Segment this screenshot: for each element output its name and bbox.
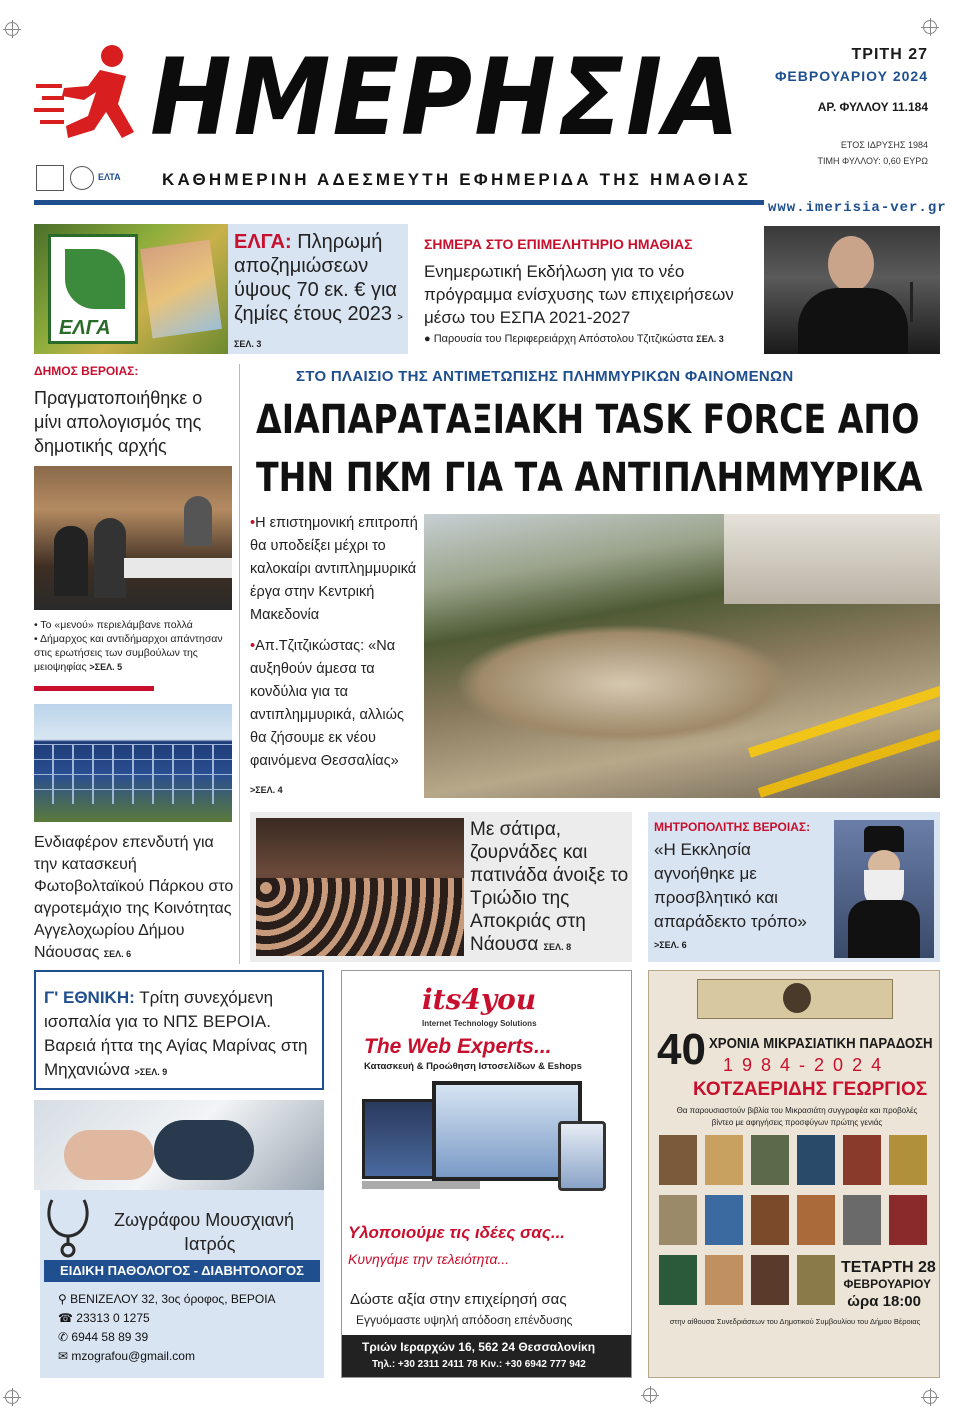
football-label: Γ' ΕΘΝΙΚΗ: [44,988,135,1007]
book-cover [889,1135,927,1185]
yellow-railing [758,720,940,797]
elga-image-logo [48,234,138,344]
doctor-role: Ιατρός [184,1234,236,1254]
leaf-icon [65,249,125,309]
event-years: 1 9 8 4 - 2 0 2 4 [723,1055,884,1075]
veria-bullet-1: • Το «μενού» περιελάμβανε πολλά [34,619,193,631]
masthead-rule [34,200,764,205]
metropolitan-label: ΜΗΤΡΟΠΟΛΙΤΗΣ ΒΕΡΟΙΑΣ: [654,820,811,834]
book-cover [751,1135,789,1185]
its4you-line-4: Εγγυόμαστε υψηλή απόδοση επένδυσης [356,1313,573,1327]
book-cover [797,1135,835,1185]
chamber-note: Παρουσία του Περιφερειάρχη Απόστολου Τζιτζικώστα [433,333,694,345]
doctor-mobile[interactable]: ✆ 6944 58 89 39 [58,1330,149,1344]
its4you-line-1: Υλοποιούμε τις ιδέες σας... [348,1223,566,1242]
its4you-ad[interactable] [341,970,632,1378]
metropolitan-photo [834,820,934,958]
its4you-line-3: Δώστε αξία στην επιχείρησή σας [350,1291,567,1308]
elga-image [34,224,228,354]
solar-text[interactable]: Ενδιαφέρον επενδυτή για την κατασκευή Φωτοβολταϊκού Πάρκου στο αγροτεμάχιο της Κοινότητας Αγγελοχωρίου Δήμου Νάουσας [34,834,234,961]
desk [124,558,232,578]
book-cover [751,1255,789,1305]
doctor-specialty: ΕΙΔΙΚΗ ΠΑΘΟΛΟΓΟΣ - ΔΙΑΒΗΤΟΛΟΓΟΣ [44,1260,320,1282]
postal-permit-logo [36,165,64,191]
event-person: ΚΟΤΖΑΕΡΙΔΗΣ ΓΕΩΡΓΙΟΣ [693,1079,928,1100]
solar-page-ref[interactable]: ΣΕΛ. 6 [103,949,132,959]
veria-page-ref[interactable]: >ΣΕΛ. 5 [89,662,123,672]
event-title: ΧΡΟΝΙΑ ΜΙΚΡΑΣΙΑΤΙΚΗ ΠΑΡΑΔΟΣΗ [709,1035,933,1052]
doctor-address: ⚲ ΒΕΝΙΖΕΛΟΥ 32, 3ος όροφος, ΒΕΡΟΙΑ [58,1292,276,1306]
book-cover [659,1195,697,1245]
phone-icon: ☎ [58,1311,73,1325]
metropolitan-story[interactable] [648,812,940,962]
doctor-email[interactable]: ✉ mzografou@gmail.com [58,1349,195,1363]
lead-headline-line-1[interactable]: ΔΙΑΠΑΡΑΤΑΞΙΑΚΗ TASK FORCE ΑΠΟ [256,397,920,443]
seal-icon [70,166,94,190]
veria-bullet-2: • Δήμαρχος και αντιδήμαρχοι απάντησαν στις ερωτήσεις των συμβούλων της μειοψηφίας >ΣΕΛ. 5 [34,633,223,673]
solar-panels-photo [34,704,232,822]
metropolitan-page-ref[interactable]: >ΣΕΛ. 6 [654,940,687,950]
stethoscope-icon [42,1196,94,1258]
lead-bullet-2: •Απ.Τζιτζικώστας: «Να αυξηθούν άμεσα τα κονδύλια για τα αντιπλημμυρικά, αλλιώς θα ζήσουμε εκ νέου φαινόμενα Θεσσαλίας» [250,638,404,769]
column-rule [239,364,240,964]
its4you-phones[interactable]: Τηλ.: +30 2311 2411 78 Κιν.: +30 6942 777 942 [372,1359,586,1370]
event-day: ΤΕΤΑΡΤΗ 28 [841,1259,936,1276]
runner-logo-icon [34,42,144,157]
elga-image-logo-text: ΕΛΓΑ [59,317,111,339]
naousa-story[interactable] [250,812,632,962]
microphone-icon [910,282,913,322]
elta-logo: ΕΛΤΑ [98,172,121,182]
blood-pressure-photo [34,1100,324,1190]
book-cover [705,1135,743,1185]
football-text: Τρίτη συνεχόμενη ισοπαλία για το ΝΠΣ ΒΕΡΟΙΑ. Βαρειά ήττα της Αγίας Μαρίνας στη Μηχανιώνα [44,988,308,1079]
its4you-address: Τριών Ιεραρχών 16, 562 24 Θεσσαλονίκη [362,1340,596,1354]
event-ad[interactable] [648,970,940,1378]
issue-price: ΤΙΜΗ ΦΥΛΛΟΥ: 0,60 ΕΥΡΩ [817,156,928,166]
clergy-hat [864,826,904,852]
person-figure [54,526,88,596]
book-cover [843,1135,881,1185]
registration-mark-icon [5,1390,19,1404]
event-description: Θα παρουσιαστούν βιβλία του Μικρασιάτη συγγραφέα και προβολές βίντεο με αφηγήσεις προσφύγων πρώτης γενιάς [676,1106,918,1127]
banknotes-image [140,240,222,339]
location-pin-icon: ⚲ [58,1292,67,1306]
registration-mark-icon [643,1388,657,1402]
person-figure [184,496,212,546]
chamber-bullet-icon: ● [424,333,431,345]
water-torrent [454,624,794,744]
veria-title[interactable]: Πραγματοποιήθηκε ο μίνι απολογισμός της δημοτικής αρχής [34,388,203,456]
governor-head [828,236,874,292]
its4you-brand: its4you [422,983,537,1016]
doctor-name: Ζωγράφου Μουσχιανή [114,1210,295,1230]
byzantine-eagle-icon [783,983,811,1013]
lead-page-ref[interactable]: >ΣΕΛ. 4 [250,785,283,795]
mobile-icon: ✆ [58,1330,69,1344]
lead-headline-line-2[interactable]: ΤΗΝ ΠΚΜ ΓΙΑ ΤΑ ΑΝΤΙΠΛΗΜΜΥΡΙΚΑ [256,455,923,501]
founded-year: ΕΤΟΣ ΙΔΡΥΣΗΣ 1984 [840,140,928,150]
its4you-line-2: Κυνηγάμε την τελειότητα... [348,1251,510,1267]
veria-label: ΔΗΜΟΣ ΒΕΡΟΙΑΣ: [34,364,139,378]
its4you-services: Κατασκευή & Προώθηση Ιστοσελίδων & Eshops [364,1061,582,1072]
person-figure [94,518,126,598]
elga-page-ref[interactable]: > ΣΕΛ. 3 [234,312,403,349]
flood-river-photo [424,514,940,798]
governor-body [798,288,908,354]
chamber-text: Ενημερωτική Εκδήλωση για το νέο πρόγραμμα ενίσχυσης των επιχειρήσεων μέσω του ΕΣΠΑ 2021-2027 [424,262,734,327]
chamber-story[interactable] [416,228,762,354]
carnival-crowd-photo [256,818,464,956]
naousa-text: Με σάτιρα, ζουρνάδες και πατινάδα άνοιξε το Τριώδιο της Αποκριάς στη Νάουσα [470,819,629,955]
book-cover [889,1195,927,1245]
laptop-base [362,1181,480,1189]
registration-mark-icon [923,1390,937,1404]
book-cover [797,1255,835,1305]
crowd-pattern [256,878,464,956]
buildings [724,514,940,604]
lead-bullet-1: •Η επιστημονική επιτροπή θα υποδείξει μέχρι το καλοκαίρι αντιπλημμυρικά έργα στην Κεντρική Μακεδονία [250,515,418,623]
book-cover [843,1195,881,1245]
tablet-screen [558,1121,606,1191]
metropolitan-quote: «Η Εκκλησία αγνοήθηκε με προσβλητικό και απαράδεκτο τρόπο» [654,840,807,931]
doctor-phone[interactable]: ☎ 23313 0 1275 [58,1311,150,1325]
book-cover [797,1195,835,1245]
elga-story[interactable] [34,224,408,354]
council-photo [34,466,232,610]
event-venue: στην αίθουσα Συνεδριάσεων του Δημοτικού Συμβουλίου του Δήμου Βέροιας [669,1317,921,1326]
football-page-ref[interactable]: >ΣΕΛ. 9 [134,1067,168,1077]
email-icon: ✉ [58,1349,69,1363]
cuff-shape [154,1120,254,1180]
lead-kicker: ΣΤΟ ΠΛΑΙΣΙΟ ΤΗΣ ΑΝΤΙΜΕΤΩΠΙΣΗΣ ΠΛΗΜΜΥΡΙΚΩΝ ΦΑΙΝΟΜΕΝΩΝ [296,368,794,385]
section-divider [34,686,154,691]
book-cover [659,1255,697,1305]
elga-text: Πληρωμή αποζημιώσεων ύψους 70 εκ. € για ζημίες έτους 2023 [234,231,397,325]
naousa-page-ref[interactable]: ΣΕΛ. 8 [543,942,572,952]
issue-day: ΤΡΙΤΗ 27 [851,46,928,63]
book-cover [705,1255,743,1305]
solar-grid [34,744,232,804]
book-cover [705,1195,743,1245]
event-month: ΦΕΒΡΟΥΑΡΙΟΥ [843,1277,931,1291]
book-cover [751,1195,789,1245]
registration-mark-icon [923,20,937,34]
elga-label: ΕΛΓΑ: [234,231,292,253]
newspaper-title: ΗΜΕΡΗΣΙΑ [150,36,742,159]
devices-mockup [362,1081,612,1211]
its4you-sub: Internet Technology Solutions [422,1019,537,1028]
book-cover [659,1135,697,1185]
website-link[interactable]: www.imerisia-ver.gr [768,200,947,216]
hand-shape [64,1130,154,1180]
clergy-robe [848,900,920,958]
issue-number: ΑΡ. ΦΥΛΛΟΥ 11.184 [817,100,928,114]
issue-month: ΦΕΒΡΟΥΑΡΙΟΥ 2024 [774,68,928,84]
event-number: 40 [657,1025,706,1074]
football-story[interactable] [34,970,324,1090]
chamber-label: ΣΗΜΕΡΑ ΣΤΟ ΕΠΙΜΕΛΗΤΗΡΙΟ ΗΜΑΘΙΑΣ [424,236,693,252]
its4you-slogan: The Web Experts... [364,1035,552,1058]
governor-photo [764,226,940,354]
doctor-ad[interactable] [34,1100,324,1378]
registration-mark-icon [5,22,19,36]
event-time: ώρα 18:00 [847,1293,921,1310]
chamber-page-ref[interactable]: ΣΕΛ. 3 [696,334,724,344]
newspaper-tagline: ΚΑΘΗΜΕΡΙΝΗ ΑΔΕΣΜΕΥΤΗ ΕΦΗΜΕΡΙΔΑ ΤΗΣ ΗΜΑΘΙΑΣ [162,170,752,189]
